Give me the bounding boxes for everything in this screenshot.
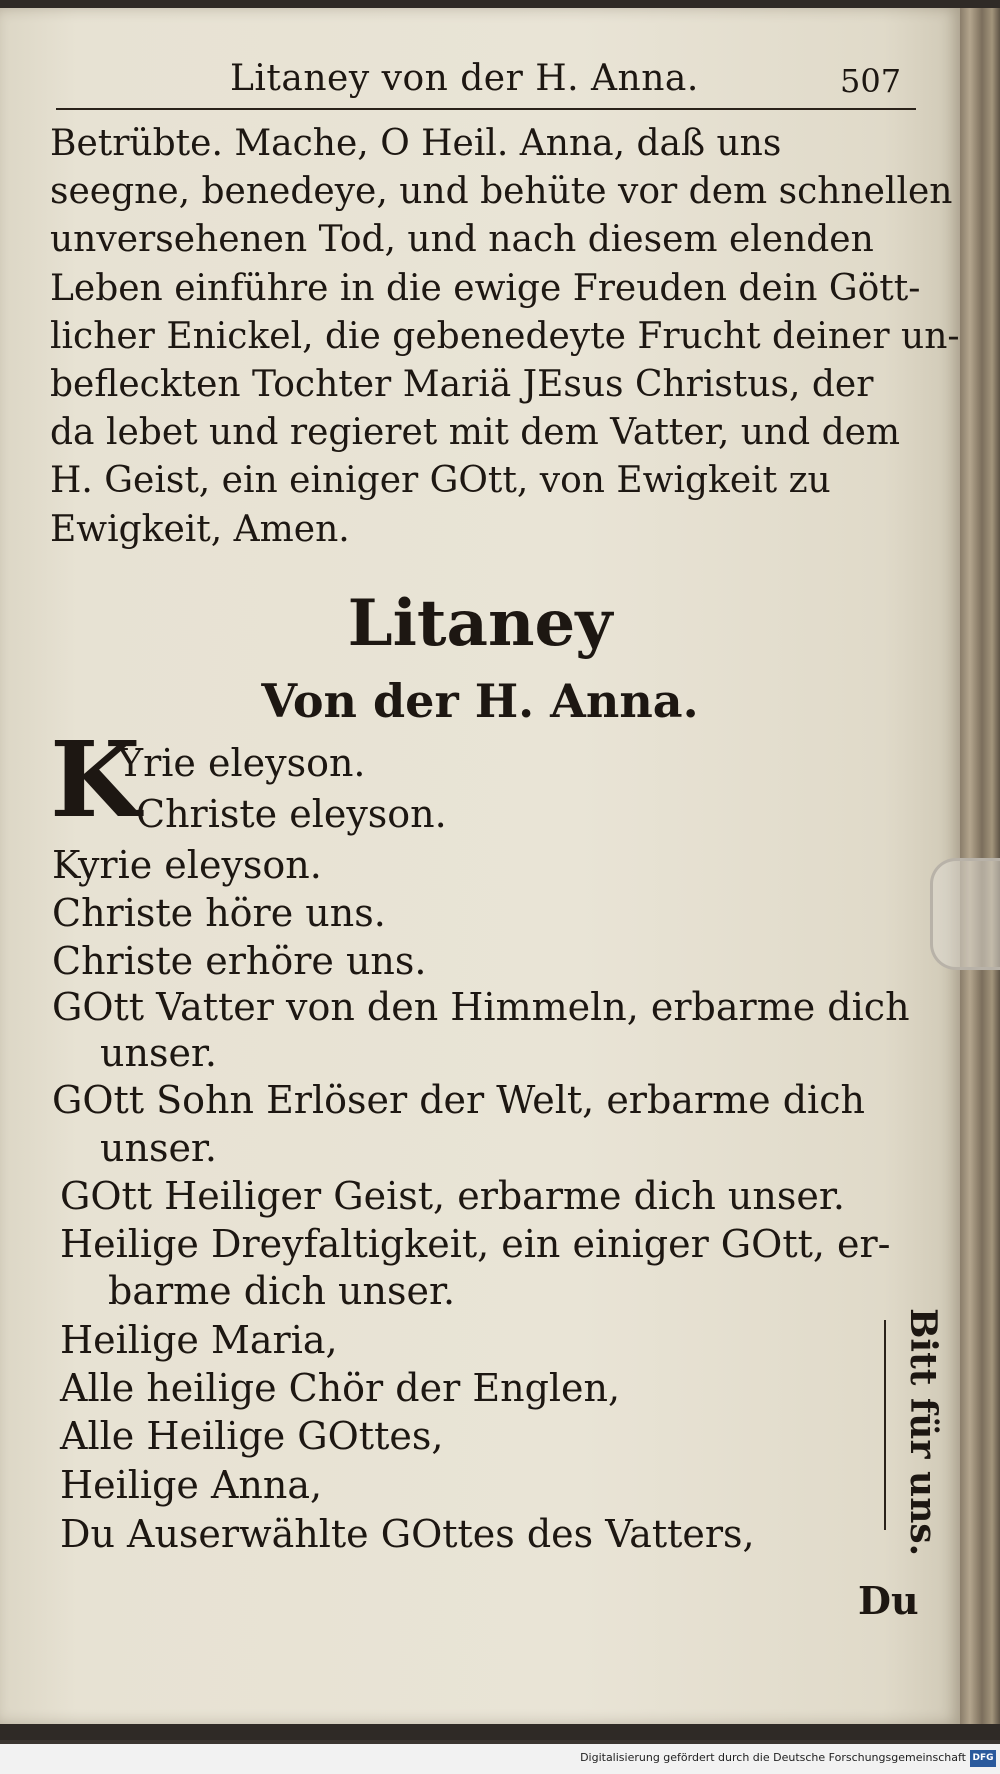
header-title: Litaney von der H. Anna.	[230, 58, 699, 99]
litany-response: Bitt für uns.	[902, 1308, 944, 1557]
litany-line: GOtt Sohn Erlöser der Welt, erbarme dich	[52, 1078, 865, 1122]
body-line: licher Enickel, die gebenedeyte Frucht deiner un-	[50, 315, 960, 357]
body-line: Ewigkeit, Amen.	[50, 508, 350, 550]
litany-line: Heilige Dreyfaltigkeit, ein einiger GOtt, er-	[60, 1222, 891, 1266]
body-line: seegne, benedeye, und behüte vor dem schnellen	[50, 171, 953, 213]
drop-cap-initial: K	[50, 718, 141, 841]
body-line: da lebet und regieret mit dem Vatter, und dem	[50, 412, 901, 454]
litany-line: unser.	[100, 1031, 218, 1075]
litany-line: Du Auserwählte GOttes des Vatters,	[60, 1512, 755, 1556]
body-line: befleckten Tochter Mariä JEsus Christus, der	[50, 364, 874, 406]
litany-subtitle: Von der H. Anna.	[261, 674, 699, 728]
footer-bar	[0, 1744, 1000, 1774]
litany-line: Alle heilige Chör der Englen,	[60, 1366, 621, 1410]
litany-title: Litaney	[347, 586, 613, 661]
footer-credit: Digitalisierung gefördert durch die Deutsche Forschungsgemeinschaft	[580, 1751, 966, 1764]
litany-line: Christe eleyson.	[136, 792, 447, 836]
body-line: H. Geist, ein einiger GOtt, von Ewigkeit zu	[50, 460, 831, 502]
page-clip	[930, 858, 1000, 970]
book-page	[0, 8, 960, 1724]
litany-line: Kyrie eleyson.	[52, 843, 322, 887]
litany-line: GOtt Vatter von den Himmeln, erbarme dich	[52, 985, 910, 1029]
litany-line: Christe höre uns.	[52, 891, 386, 935]
litany-line: Alle Heilige GOttes,	[60, 1414, 444, 1458]
page-number: 507	[840, 62, 902, 100]
running-header	[50, 54, 930, 114]
litany-line: Christe erhöre uns.	[52, 939, 427, 983]
body-line: Betrübte. Mache, O Heil. Anna, daß uns	[50, 123, 782, 164]
dfg-logo-icon: DFG	[970, 1750, 996, 1767]
litany-line: barme dich unser.	[108, 1269, 456, 1313]
body-line: unversehenen Tod, und nach diesem elenden	[50, 219, 874, 261]
litany-line: Yrie eleyson.	[118, 741, 366, 785]
litany-line: unser.	[100, 1126, 218, 1170]
header-rule	[56, 108, 916, 110]
response-bracket	[872, 1320, 886, 1530]
catchword: Du	[858, 1578, 919, 1623]
litany-line: Heilige Maria,	[60, 1318, 338, 1362]
body-line: Leben einführe in die ewige Freuden dein Gött-	[50, 267, 921, 309]
litany-line: GOtt Heiliger Geist, erbarme dich unser.	[60, 1174, 845, 1218]
litany-line: Heilige Anna,	[60, 1463, 323, 1507]
prayer-paragraph	[50, 120, 960, 554]
